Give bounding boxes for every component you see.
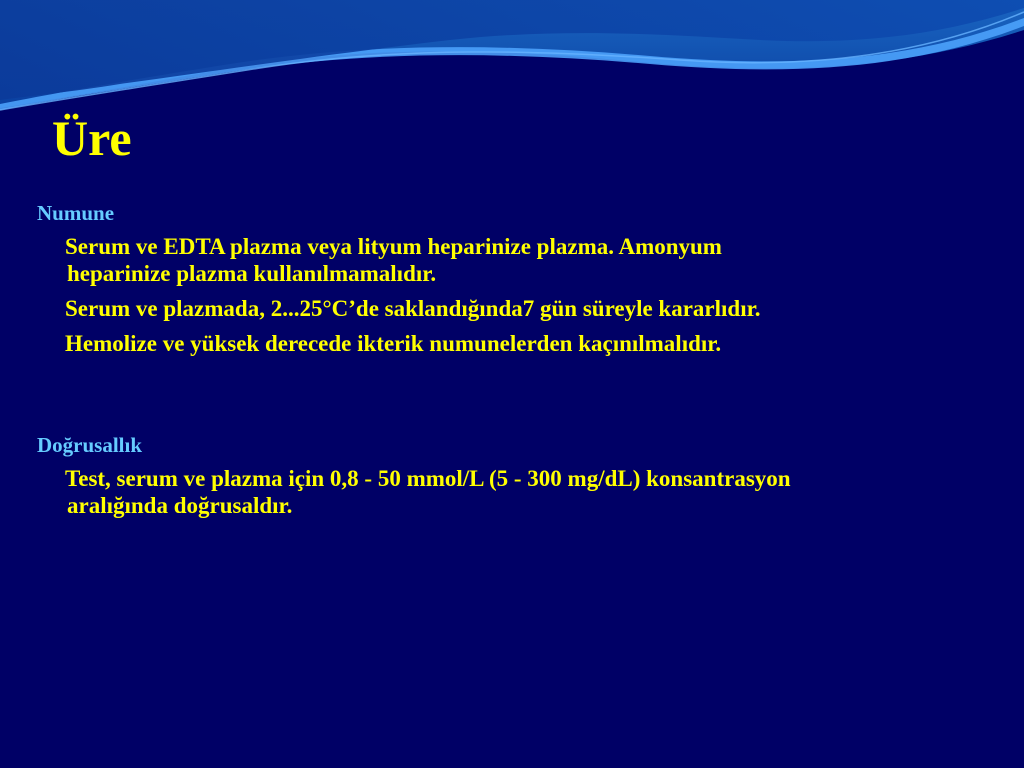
list-item (65, 295, 985, 322)
list-item (65, 233, 985, 287)
section-heading-numune: Numune (37, 201, 115, 225)
list-item-line: Serum ve plazmada, 2...25°C’de saklandığında7 gün süreyle kararlıdır. (65, 296, 761, 321)
section-heading-dogrusallik: Doğrusallık (37, 433, 143, 457)
list-item (65, 465, 985, 519)
list-item-line: aralığında doğrusaldır. (67, 493, 293, 518)
list-item-line: Serum ve EDTA plazma veya lityum heparinize plazma. Amonyum (65, 234, 722, 259)
list-item (65, 330, 985, 357)
header-wave-decoration (0, 0, 1024, 120)
slide-title: Üre (52, 110, 132, 166)
list-item-line: Test, serum ve plazma için 0,8 - 50 mmol/L (5 - 300 mg/dL) konsantrasyon (65, 466, 791, 491)
list-item-line: Hemolize ve yüksek derecede ikterik numunelerden kaçınılmalıdır. (65, 331, 722, 356)
list-item-line: heparinize plazma kullanılmamalıdır. (67, 261, 437, 286)
